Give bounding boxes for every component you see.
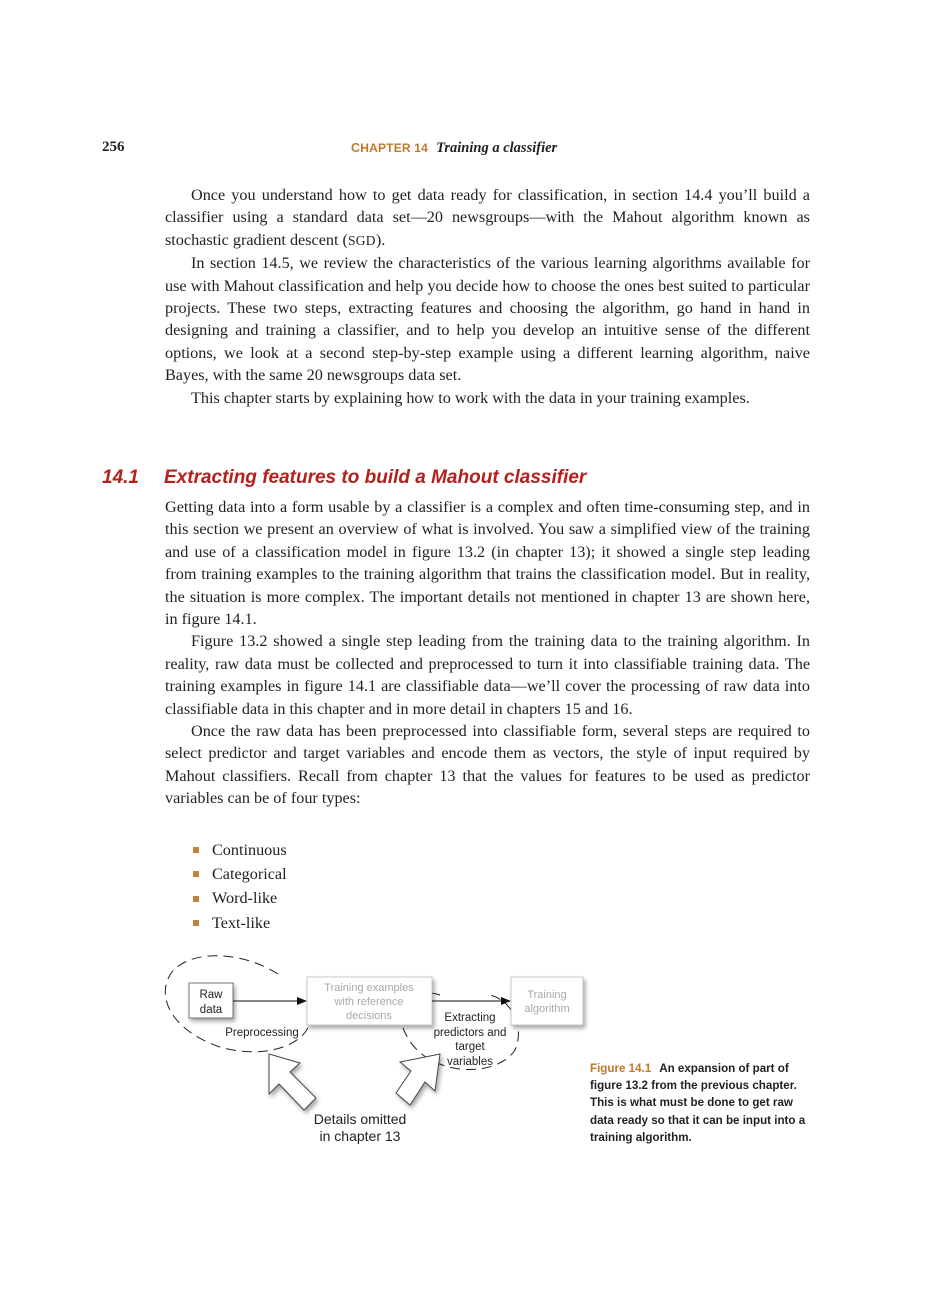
intro-p1-a: Once you understand how to get data ready for classification, in section 14.4 you’ll build a classifier using a standard data set—20 newsgroups—with the Mahout algorithm known as stochastic gradient descent ( xyxy=(165,186,810,249)
sgd-acronym: SGD xyxy=(347,232,376,248)
section-paragraph-1: Getting data into a form usable by a classifier is a complex and often time-consuming step, and in this section we present an overview of what is involved. You saw a simplified view of the training and use of a classification model in figure 13.2 (in chapter 13); it showed a single step leading from training examples to the training algorithm that trains the classification model. But in reality, the situation is more complex. The important details not mentioned in chapter 13 are shown here, in figure 14.1. xyxy=(165,498,810,629)
intro-paragraph-1 xyxy=(165,184,810,252)
extracting-label-3: target xyxy=(455,1041,485,1053)
bullet-icon xyxy=(193,871,199,877)
list-item xyxy=(193,911,287,935)
list-item-label: Word-like xyxy=(212,889,278,908)
chapter-label: CHAPTER 14 xyxy=(351,141,429,155)
section-paragraph-3: Once the raw data has been preprocessed into classifiable form, several steps are required to select predictor and target variables and encode them as vectors, the style of input required by Mahout classifiers. Recall from chapter 13 that the values for features to be used as predictor variables can be of four types: xyxy=(165,722,810,808)
training-algorithm-label-2: algorithm xyxy=(524,1003,570,1015)
preprocessing-label: Preprocessing xyxy=(225,1027,299,1039)
extracting-label-2: predictors and xyxy=(433,1027,507,1039)
figure-label: Figure 14.1 xyxy=(590,1062,652,1075)
section-number: 14.1 xyxy=(102,467,139,488)
section-text xyxy=(165,496,810,810)
list-item-label: Categorical xyxy=(212,864,287,883)
raw-data-label-2: data xyxy=(199,1004,223,1016)
page-number: 256 xyxy=(102,139,125,155)
big-arrow-icon-left xyxy=(269,1054,316,1110)
training-examples-label-1: Training examples xyxy=(324,982,414,994)
extracting-label-4: variables xyxy=(446,1056,494,1068)
list-item-label: Text-like xyxy=(212,913,271,932)
intro-text xyxy=(165,184,810,409)
details-omitted-label-1: Details omitted xyxy=(313,1111,407,1127)
intro-p1-b: ). xyxy=(375,230,386,249)
bullet-icon xyxy=(193,896,199,902)
list-item xyxy=(193,838,287,862)
figure-caption-text: An expansion of part of figure 13.2 from the previous chapter. This is what must be done to get raw data ready so that it can be input into a training algorithm. xyxy=(590,1062,806,1144)
details-omitted-label-2: in chapter 13 xyxy=(319,1128,401,1144)
running-head xyxy=(351,140,557,157)
list-item xyxy=(193,887,287,911)
training-examples-label-2: with reference xyxy=(334,996,404,1008)
bullet-icon xyxy=(193,920,199,926)
intro-paragraph-3: This chapter starts by explaining how to work with the data in your training examples. xyxy=(191,388,750,407)
training-algorithm-box xyxy=(511,977,583,1025)
big-arrow-icon-right xyxy=(396,1054,440,1105)
training-algorithm-label-1: Training xyxy=(527,989,567,1001)
extracting-label-1: Extracting xyxy=(444,1012,496,1024)
training-examples-label-3: decisions xyxy=(346,1010,392,1022)
section-title: Extracting features to build a Mahout classifier xyxy=(164,467,587,488)
list-item xyxy=(193,862,287,886)
chapter-title: Training a classifier xyxy=(436,140,558,156)
list-item-label: Continuous xyxy=(212,840,287,859)
feature-type-list xyxy=(193,838,287,935)
intro-paragraph-2: In section 14.5, we review the characteristics of the various learning algorithms available for use with Mahout classification and help you decide how to choose the ones best suited to particular projects. These two steps, extracting features and choosing the algorithm, go hand in hand in designing and training a classifier, and to help you develop an intuitive sense of the different options, we look at a second step-by-step example using a different learning algorithm, naive Bayes, with the same 20 newsgroups data set. xyxy=(165,254,810,385)
figure-caption xyxy=(590,1060,815,1146)
bullet-icon xyxy=(193,847,199,853)
figure-14-1-diagram xyxy=(160,950,590,1150)
section-paragraph-2: Figure 13.2 showed a single step leading from the training data to the training algorithm. In reality, raw data must be collected and preprocessed to turn it into classifiable training data. The training examples in figure 14.1 are classifiable data—we’ll cover the processing of raw data into classifiable data in this chapter and in more detail in chapters 15 and 16. xyxy=(165,632,810,718)
raw-data-label-1: Raw xyxy=(199,989,223,1001)
